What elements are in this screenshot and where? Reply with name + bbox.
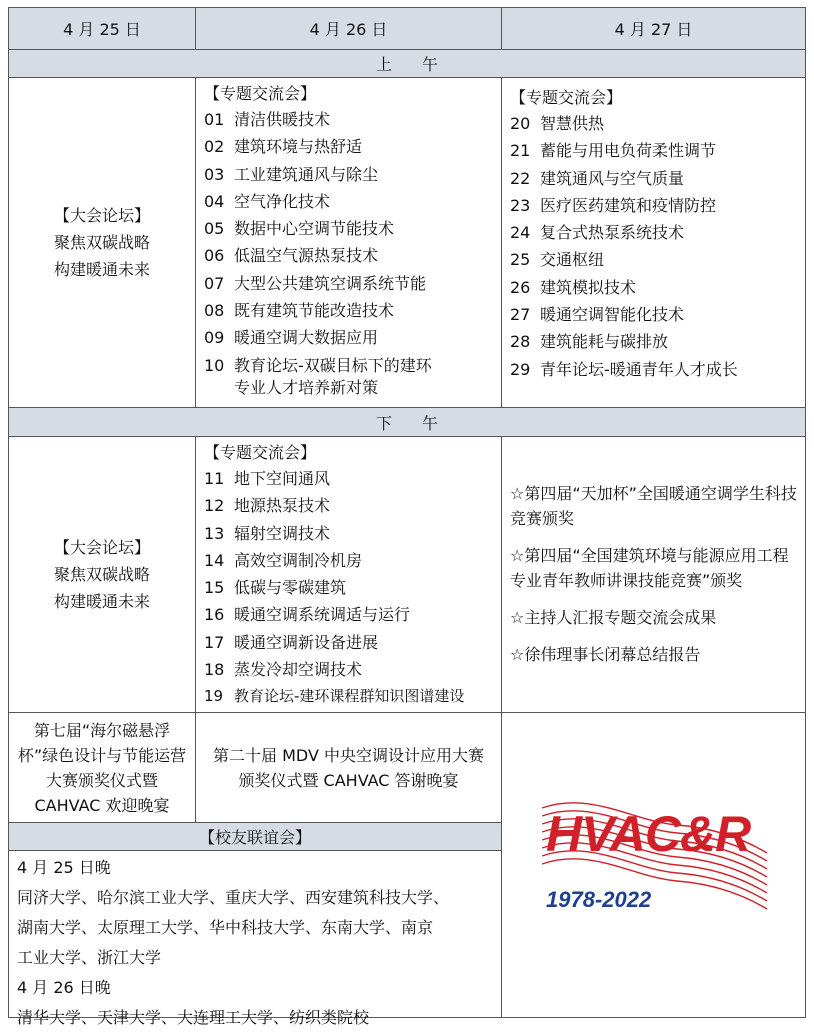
- alumni-title-band: 【校友联谊会】: [8, 822, 502, 851]
- plenary-line: 构建暖通未来: [53, 260, 150, 279]
- plenary-title: 【大会论坛】: [53, 538, 150, 557]
- alumni-date: 4 月 26 日晚: [17, 978, 111, 997]
- list-item: 20 智慧供热: [510, 114, 605, 133]
- list-item: 27 暖通空调智能化技术: [510, 305, 685, 325]
- afternoon-band: 下午: [8, 407, 806, 437]
- list-item: 24 复合式热泵系统技术: [510, 223, 685, 243]
- plenary-line: 构建暖通未来: [53, 592, 150, 611]
- plenary-line: 聚焦双碳战略: [53, 565, 150, 584]
- header-date-apr25: 4 月 25 日: [8, 7, 196, 50]
- alumni-line: 湖南大学、太原理工大学、华中科技大学、东南大学、南京: [17, 918, 434, 937]
- session-group-title: 【专题交流会】: [510, 88, 623, 107]
- list-item: 21 蓄能与用电负荷柔性调节: [510, 141, 717, 161]
- list-item: 08 既有建筑节能改造技术: [204, 301, 395, 321]
- list-item: 09 暖通空调大数据应用: [204, 328, 379, 348]
- list-item: 12 地源热泵技术: [204, 496, 331, 516]
- list-item: 25 交通枢纽: [510, 250, 605, 270]
- afternoon-day27-awards: [501, 436, 806, 713]
- list-item: 07 大型公共建筑空调系统节能: [204, 273, 427, 293]
- alumni-date: 4 月 25 日晚: [17, 858, 111, 877]
- list-item: 23 医疗医药建筑和疫情防控: [510, 195, 717, 215]
- alumni-list: [8, 850, 502, 1027]
- logo-text: HVAC&R: [546, 806, 751, 862]
- gala-apr25: 第七届“海尔磁悬浮杯”绿色设计与节能运营大赛颁奖仪式暨CAHVAC 欢迎晚宴: [8, 712, 196, 823]
- alumni-line: 工业大学、浙江大学: [17, 948, 162, 967]
- morning-plenary-cell: [8, 77, 196, 408]
- afternoon-day26-sessions: [195, 436, 502, 713]
- gala-apr26: 第二十届 MDV 中央空调设计应用大赛颁奖仪式暨 CAHVAC 答谢晚宴: [195, 712, 502, 823]
- list-item: 26 建筑模拟技术: [510, 277, 637, 297]
- afternoon-plenary-cell: [8, 436, 196, 713]
- header-date-apr27: 4 月 27 日: [501, 7, 806, 50]
- award-item: ☆主持人汇报专题交流会成果: [510, 608, 717, 627]
- list-item: 11 地下空间通风: [204, 469, 331, 488]
- alumni-line: 同济大学、哈尔滨工业大学、重庆大学、西安建筑科技大学、: [17, 888, 450, 907]
- list-item: 01 清洁供暖技术: [204, 110, 331, 129]
- morning-day27-sessions: [501, 77, 806, 408]
- list-item: 04 空气净化技术: [204, 191, 331, 211]
- list-item: 03 工业建筑通风与除尘: [204, 164, 379, 184]
- award-item: ☆第四届“天加杯”全国暖通空调学生科技竞赛颁奖: [510, 484, 797, 528]
- list-item-continuation: 专业人才培养新对策: [234, 377, 379, 397]
- header-date-apr26: 4 月 26 日: [195, 7, 502, 50]
- morning-day26-sessions: [195, 77, 502, 408]
- list-item: 14 高效空调制冷机房: [204, 550, 363, 570]
- list-item: 02 建筑环境与热舒适: [204, 137, 363, 157]
- session-group-title: 【专题交流会】: [204, 443, 317, 462]
- plenary-line: 聚焦双碳战略: [53, 233, 150, 252]
- list-item: 28 建筑能耗与碳排放: [510, 332, 669, 352]
- list-item: 13 辐射空调技术: [204, 523, 331, 543]
- session-group-title: 【专题交流会】: [204, 84, 317, 103]
- list-item: 05 数据中心空调节能技术: [204, 219, 395, 239]
- list-item: 18 蒸发冷却空调技术: [204, 660, 363, 680]
- list-item: 19 教育论坛-建环课程群知识图谱建设: [204, 687, 465, 706]
- award-item: ☆第四届“全国建筑环境与能源应用工程专业青年教师讲课技能竞赛”颁奖: [510, 546, 789, 590]
- list-item: 16 暖通空调系统调适与运行: [204, 605, 411, 625]
- list-item: 10 教育论坛-双碳目标下的建环: [204, 355, 432, 375]
- list-item: 15 低碳与零碳建筑: [204, 578, 347, 598]
- logo-years: 1978-2022: [546, 887, 652, 912]
- award-item: ☆徐伟理事长闭幕总结报告: [510, 645, 701, 664]
- list-item: 22 建筑通风与空气质量: [510, 168, 685, 188]
- list-item: 17 暖通空调新设备进展: [204, 632, 379, 652]
- plenary-title: 【大会论坛】: [53, 206, 150, 225]
- hvacr-logo: [502, 713, 805, 1017]
- logo-cell: [501, 712, 806, 1018]
- alumni-line: 清华大学、天津大学、大连理工大学、纺织类院校: [17, 1008, 370, 1027]
- morning-band: 上午: [8, 49, 806, 78]
- list-item: 29 青年论坛-暖通青年人才成长: [510, 359, 738, 379]
- list-item: 06 低温空气源热泵技术: [204, 246, 379, 266]
